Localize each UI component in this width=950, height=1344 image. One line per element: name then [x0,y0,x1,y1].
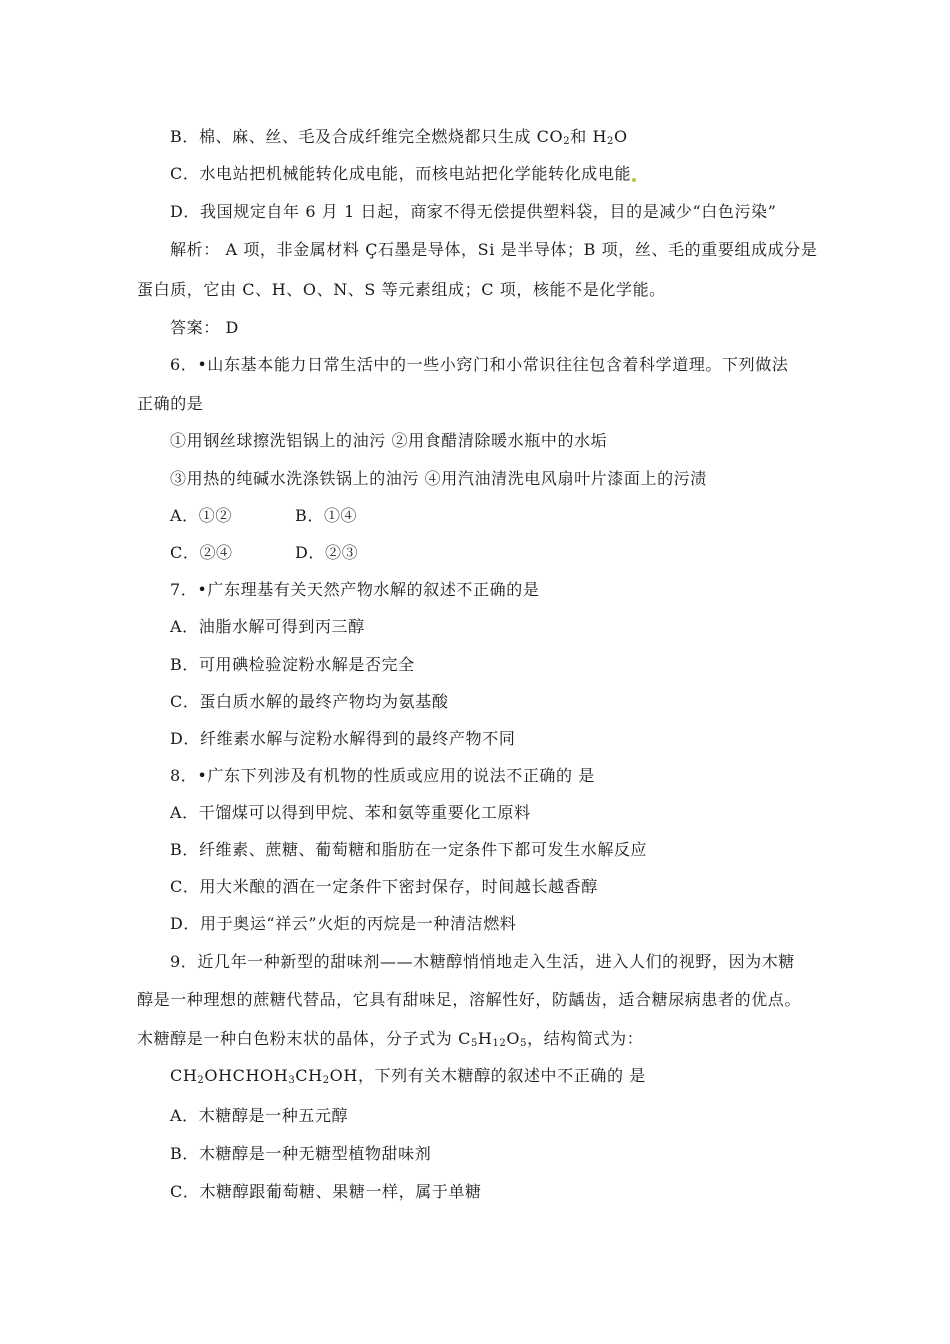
q7-option-c: C．蛋白质水解的最终产物均为氨基酸 [170,692,449,711]
q9-struct-oh: OH [204,1066,233,1085]
q9-stem-line3 [137,1029,643,1049]
q8-option-c: C．用大米酿的酒在一定条件下密封保存，时间越长越香醇 [170,877,598,896]
q9-struct-ch2: CH [295,1066,323,1085]
q9-line3-suffix: ，结构简式为： [527,1029,644,1048]
q9-option-c: C．木糖醇跟葡萄糖、果糖一样，属于单糖 [170,1182,482,1201]
q5b-suffix: O [614,127,628,146]
q9-line3-text: 木糖醇是一种白色粉末状的晶体，分子式为 C [137,1029,471,1048]
q9-struct-sub1: 2 [197,1075,205,1086]
q8-option-d: D．用于奥运“祥云”火炬的丙烷是一种清洁燃料 [170,914,517,933]
q8-option-a: A．干馏煤可以得到甲烷、苯和氨等重要化工原料 [170,803,531,822]
q6-stem-line1: 6．•山东基本能力日常生活中的一些小窍门和小常识往往包含着科学道理。下列做法 [170,355,789,374]
q6-option-b: B．①④ [295,506,358,525]
q5b-sub-h2o: 2 [607,136,614,147]
q9-struct-ch: CH [170,1066,198,1085]
q6-option-a: A．①② [170,506,232,525]
q9-option-b: B．木糖醇是一种无糖型植物甜味剂 [170,1144,432,1163]
q5c-text: C．水电站把机械能转化成电能，而核电站把化学能转化成电能 [170,164,632,183]
q6-option-c: C．②④ [170,543,233,562]
q7-option-a: A．油脂水解可得到丙三醇 [170,617,365,636]
q7-stem: 7．•广东理基有关天然产物水解的叙述不正确的是 [170,580,540,599]
q9-formula-sub-c: 5 [470,1038,478,1049]
q5-option-d: D．我国规定自年 6 月 1 日起，商家不得无偿提供塑料袋，目的是减少“白色污染” [170,202,777,221]
q9-stem-line2: 醇是一种理想的蔗糖代替品，它具有甜味足，溶解性好，防龋齿，适合糖尿病患者的优点。 [137,990,802,1009]
q9-formula-sub-h: 12 [492,1038,507,1049]
q9-structural-formula-line [170,1066,646,1086]
q9-stem-line1: 9．近几年一种新型的甜味剂——木糖醇悄悄地走入生活，进入人们的视野，因为木糖 [170,952,795,971]
highlight-dot-mark [632,178,636,182]
q8-option-b: B．纤维素、蔗糖、葡萄糖和脂肪在一定条件下都可发生水解反应 [170,840,648,859]
q9-struct-suffix: OH，下列有关木糖醇的叙述中不正确的 是 [329,1066,646,1085]
q6-stem-line2: 正确的是 [137,394,204,413]
q5b-text: B．棉、麻、丝、毛及合成纤维完全燃烧都只生成 CO [170,127,564,146]
q9-formula-o: O [506,1029,521,1048]
q9-option-a: A．木糖醇是一种五元醇 [170,1106,349,1125]
q5-option-b [170,127,628,147]
q7-option-d: D．纤维素水解与淀粉水解得到的最终产物不同 [170,729,516,748]
q5-explanation-line1: 解析： A 项，非金属材料 Ç石墨是导体，Si 是半导体；B 项，丝、毛的重要组成成分是 [170,240,818,259]
q9-formula-h: H [477,1029,493,1048]
q9-struct-choh: CHOH [232,1066,289,1085]
q6-statements-2-text: ③用热的纯碱水洗涤铁锅上的油污 ④用汽油清洗电风扇叶片漆面上的污渍 [170,469,707,488]
q5-option-c [170,164,636,184]
q5-answer: 答案： D [170,318,239,337]
q9-struct-sub3: 2 [322,1075,330,1086]
q8-stem: 8．•广东下列涉及有机物的性质或应用的说法不正确的 是 [170,766,595,785]
q7-option-b: B．可用碘检验淀粉水解是否完全 [170,655,415,674]
q6-statements-2 [170,469,707,489]
q6-option-d: D．②③ [295,543,359,562]
q9-struct-sub2: 3 [288,1075,296,1086]
q5b-mid: 和 H [570,127,608,146]
q6-statements-1: ①用钢丝球擦洗铝锅上的油污 ②用食醋清除暖水瓶中的水垢 [170,431,608,450]
q5-explanation-line2: 蛋白质，它由 C、H、O、N、S 等元素组成；C 项，核能不是化学能。 [137,280,666,299]
q5b-sub-co2: 2 [563,136,571,147]
q9-formula-sub-o: 5 [520,1038,528,1049]
